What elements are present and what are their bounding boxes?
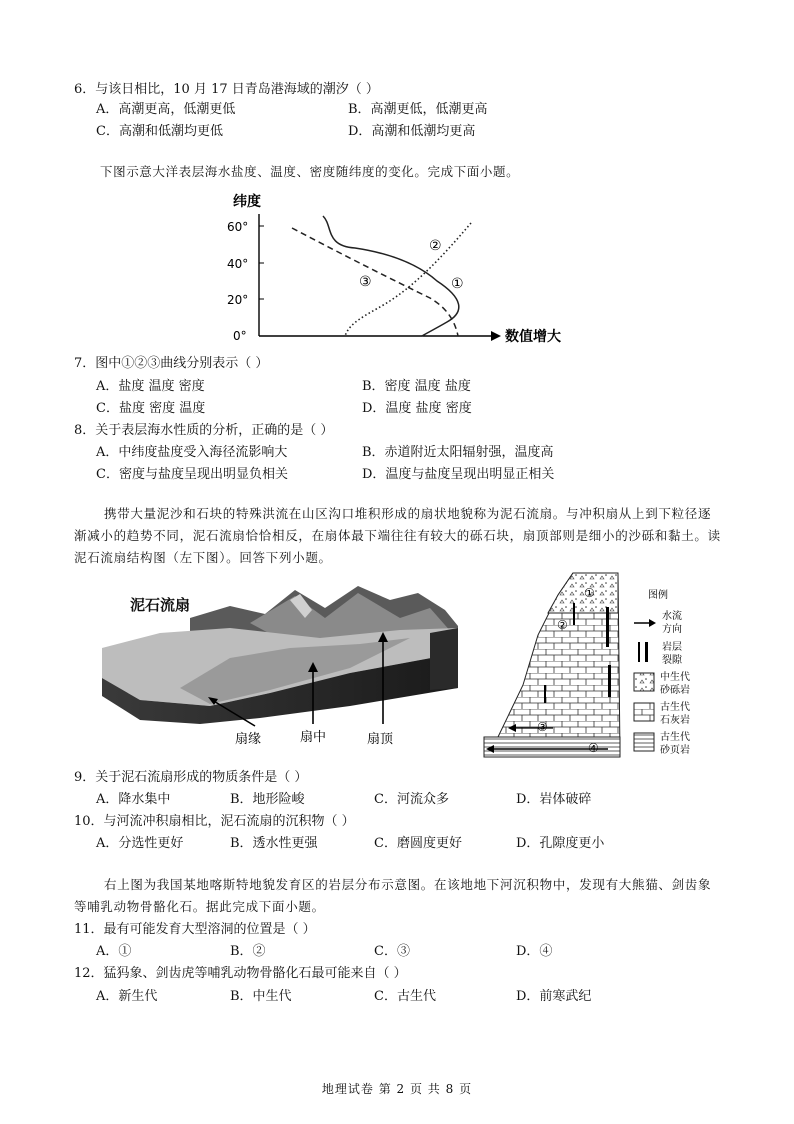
q9-option-b: B．地形险峻 [230, 792, 305, 807]
q8-option-a: A．中纬度盐度受入海径流影响大 [96, 445, 288, 460]
position-3: ③ [537, 720, 548, 734]
q9-option-c: C．河流众多 [374, 792, 449, 807]
legend-fissure-icon-a [638, 642, 640, 662]
q11-stem: 11．最有可能发育大型溶洞的位置是（ ） [74, 922, 316, 937]
fissure-3 [608, 665, 611, 697]
q6-option-d: D．高潮和低潮均更高 [348, 124, 476, 139]
intro-debris-fan: 携带大量泥沙和石块的特殊洪流在山区沟口堆积形成的扇状地貌称为泥石流扇。与冲积扇从上到下粒径逐渐减小的趋势不同，泥石流扇恰恰相反，在扇体最下端往往有较大的砾石块，扇顶部则是细小的沙砾和黏土。读泥石流扇结构图（左下图）。回答下列小题。 [74, 506, 721, 565]
q9-stem: 9．关于泥石流扇形成的物质条件是（ ） [74, 770, 308, 785]
position-4: ④ [588, 741, 599, 755]
legend-flow-icon-head [649, 619, 656, 627]
q9-option-a: A．降水集中 [96, 792, 171, 807]
q10-stem: 10．与河流冲积扇相比，泥石流扇的沉积物（ ） [74, 814, 355, 829]
chart-y-title: 纬度 [233, 194, 261, 210]
legend-meso-2: 砂砾岩 [660, 685, 690, 696]
legend-limestone-icon [634, 703, 654, 721]
fissure-1 [573, 603, 575, 625]
q11-option-d: D．④ [516, 944, 553, 959]
debris-fan-figure [100, 578, 470, 748]
q12-option-d: D．前寒武纪 [516, 989, 592, 1004]
q8-stem: 8．关于表层海水性质的分析，正确的是（ ） [74, 423, 334, 438]
q12-stem: 12．猛犸象、剑齿虎等哺乳动物骨骼化石最可能来自（ ） [74, 966, 407, 981]
intro-chart: 下图示意大洋表层海水盐度、温度、密度随纬度的变化。完成下面小题。 [100, 164, 520, 179]
x-axis-arrow [491, 331, 501, 341]
tick-label-0: 0° [233, 329, 247, 343]
position-2: ② [557, 618, 568, 632]
q8-option-c: C．密度与盐度呈现出明显负相关 [96, 467, 288, 482]
shale-base [484, 737, 620, 757]
q6-stem: 6．与该日相比，10 月 17 日青岛港海域的潮汐（ ） [74, 82, 379, 97]
q9-option-d: D．岩体破碎 [516, 792, 592, 807]
q10-option-d: D．孔隙度更小 [516, 836, 605, 851]
q10-option-b: B．透水性更强 [230, 836, 318, 851]
tick-label-40: 40° [227, 257, 249, 271]
q6-option-c: C．高潮和低潮均更低 [96, 124, 223, 139]
chart-x-title: 数值增大 [505, 329, 561, 345]
legend-shale-1: 古生代 [660, 732, 690, 743]
legend-shale-2: 砂页岩 [660, 745, 690, 756]
strata-diagram [478, 565, 718, 765]
page-footer: 地理试卷 第 2 页 共 8 页 [321, 1082, 473, 1096]
fan-right-side [430, 628, 458, 690]
q7-option-b: B．密度 温度 盐度 [362, 379, 471, 394]
q12-option-b: B．中生代 [230, 989, 292, 1004]
fissure-2 [606, 607, 609, 647]
q7-stem: 7．图中①②③曲线分别表示（ ） [74, 356, 269, 371]
q11-option-a: A．① [96, 944, 132, 959]
legend-meso-icon [634, 673, 654, 691]
q8-option-b: B．赤道附近太阳辐射强，温度高 [362, 445, 554, 460]
legend-title: 图例 [648, 590, 668, 601]
tick-label-20: 20° [227, 293, 249, 307]
fan-edge-label: 扇缘 [235, 732, 262, 747]
q12-option-a: A．新生代 [96, 989, 158, 1004]
q7-option-d: D．温度 盐度 密度 [362, 401, 472, 416]
q10-option-c: C．磨圆度更好 [374, 836, 462, 851]
q8-option-d: D．温度与盐度呈现出明显正相关 [362, 467, 555, 482]
q12-option-c: C．古生代 [374, 989, 436, 1004]
legend-meso-1: 中生代 [660, 672, 690, 683]
tick-label-60: 60° [227, 220, 249, 234]
q7-option-a: A．盐度 温度 密度 [96, 379, 205, 394]
legend-fissure-1: 岩层 [662, 642, 682, 653]
legend-flow-2: 方向 [662, 624, 682, 635]
fan-top-label: 扇顶 [367, 732, 394, 747]
intro-karst: 右上图为我国某地喀斯特地貌发育区的岩层分布示意图。在该地地下河沉积物中，发现有大熊猫、剑齿象等哺乳动物骨骼化石。据此完成下面小题。 [74, 877, 712, 914]
q7-option-c: C．盐度 密度 温度 [96, 401, 206, 416]
curve-label-2: ② [429, 238, 442, 254]
q10-option-a: A．分选性更好 [96, 836, 184, 851]
curve-label-3: ③ [359, 274, 372, 290]
legend-fissure-icon-b [645, 642, 648, 662]
q11-option-b: B．② [230, 944, 266, 959]
fan-middle-label: 扇中 [300, 730, 327, 745]
curve-1 [323, 216, 459, 336]
q6-option-a: A．高潮更高，低潮更低 [96, 102, 236, 117]
q6-option-b: B．高潮更低，低潮更高 [348, 102, 488, 117]
fan-title: 泥石流扇 [130, 596, 191, 614]
legend-flow-1: 水流 [662, 611, 682, 622]
position-1: ① [584, 586, 595, 600]
legend-fissure-2: 裂隙 [662, 655, 682, 666]
legend-limestone-2: 石灰岩 [660, 715, 690, 726]
curve-label-1: ① [451, 276, 464, 292]
latitude-chart [215, 186, 575, 356]
legend-limestone-1: 古生代 [660, 702, 690, 713]
fissure-4 [544, 685, 546, 703]
q11-option-c: C．③ [374, 944, 410, 959]
legend-shale-icon [634, 733, 654, 751]
